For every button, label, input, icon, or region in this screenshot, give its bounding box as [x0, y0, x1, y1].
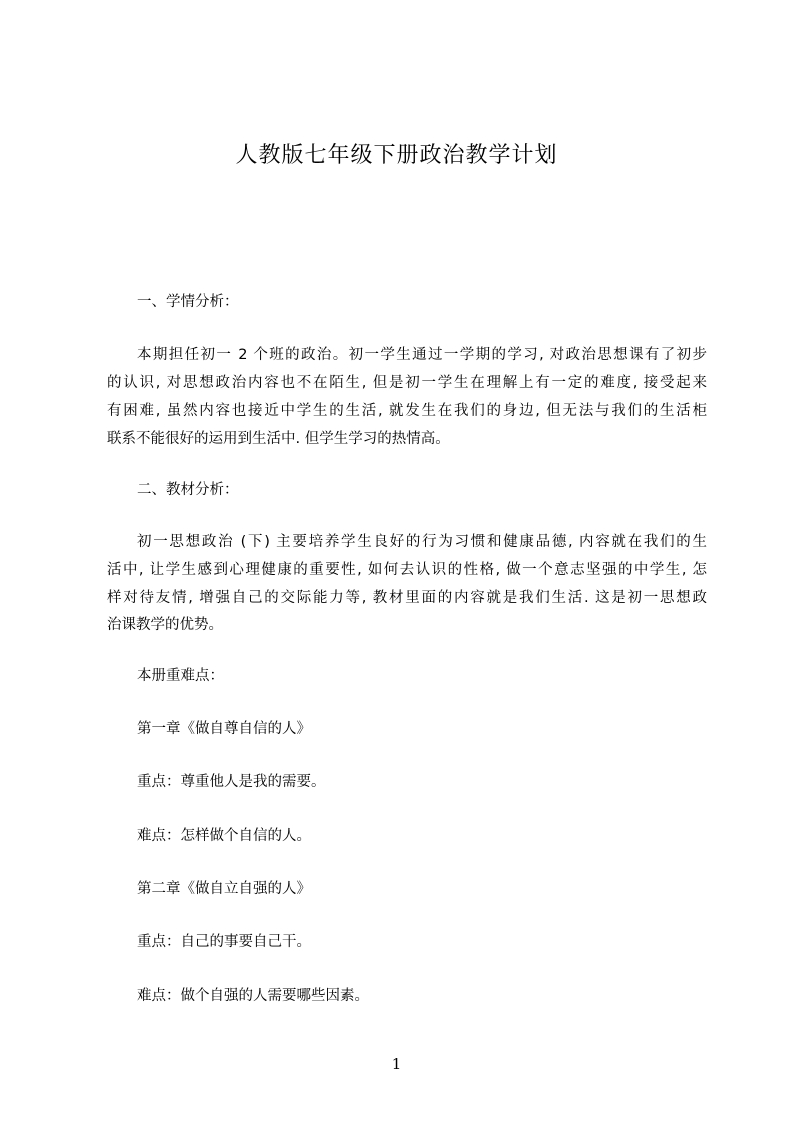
paragraph-line: 治课教学的优势。 — [107, 617, 223, 633]
section-heading-student-analysis: 一、学情分析： — [137, 294, 239, 310]
chapter-2-key-point: 重点：自己的事要自己干。 — [137, 934, 311, 950]
section-heading-textbook-analysis: 二、教材分析： — [137, 482, 239, 498]
chapter-1-difficulty: 难点：怎样做个自信的人。 — [137, 828, 311, 844]
paragraph-line: 样对待友情, 增强自己的交际能力等, 教材里面的内容就是我们生活. 这是初一思想政 — [107, 590, 707, 606]
page-number: 1 — [391, 1055, 402, 1073]
chapter-2-difficulty: 难点：做个自强的人需要哪些因素。 — [137, 988, 369, 1004]
chapter-1-title: 第一章《做自尊自信的人》 — [137, 721, 311, 737]
paragraph-line: 有困难, 虽然内容也接近中学生的生活, 就发生在我们的身边, 但无法与我们的生活柜 — [107, 403, 707, 419]
paragraph-line: 联系不能很好的运用到生活中. 但学生学习的热情高。 — [107, 431, 450, 447]
paragraph-line: 本期担任初一 2 个班的政治。初一学生通过一学期的学习, 对政治思想课有了初步 — [137, 347, 707, 363]
document-title: 人教版七年级下册政治教学计划 — [235, 143, 558, 168]
paragraph-line: 活中, 让学生感到心理健康的重要性, 如何去认识的性格, 做一个意志坚强的中学生, 怎 — [107, 562, 707, 578]
paragraph-line: 的认识, 对思想政治内容也不在陌生, 但是初一学生在理解上有一定的难度, 接受起来 — [107, 375, 707, 391]
chapter-1-key-point: 重点：尊重他人是我的需要。 — [137, 774, 326, 790]
chapter-2-title: 第二章《做自立自强的人》 — [137, 881, 311, 897]
focus-heading: 本册重难点： — [137, 668, 224, 684]
paragraph-line: 初一思想政治 (下) 主要培养学生良好的行为习惯和健康品德, 内容就在我们的生 — [137, 534, 707, 550]
